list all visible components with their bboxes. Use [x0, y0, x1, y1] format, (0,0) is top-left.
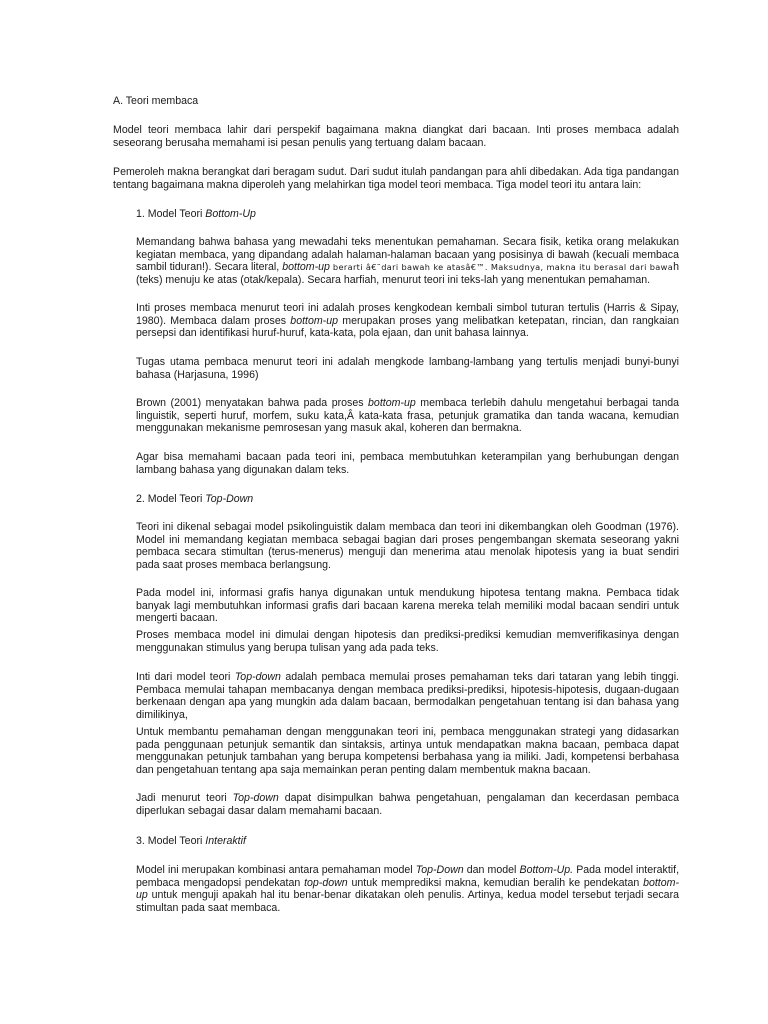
bottom-up-paragraph-1: Memandang bahwa bahasa yang mewadahi teks menentukan pemahaman. Secara fisik, ketika orang melakukan kegiatan membaca, yang dipandang adalah halaman-halaman bacaan yang posisinya di bawah (kecuali membaca sambil tiduran!). Secara literal, bottom-up berarti â€˜dari bawah ke atasâ€™. Maksudnya, makna itu berasal dari bawah (teks) menuju ke atas (otak/kepala). Secara harfiah, menurut teori ini teks-lah yang menentukan pemahaman. [136, 236, 679, 286]
subheading-interaktif: 3. Model Teori Interaktif [136, 835, 246, 847]
bottom-up-paragraph-4: Brown (2001) menyatakan bahwa pada proses bottom-up membaca terlebih dahulu mengetahui berbagai tanda linguistik, seperti huruf, morfem, suku kata,Â kata-kata frasa, petunjuk gramatika dan tanda wacana, kemudian menggunakan mekanisme pemrosesan yang masuk akal, koheren dan bermakna. [136, 397, 679, 435]
bottom-up-paragraph-2: Inti proses membaca menurut teori ini adalah proses kengkodean kembali simbol tuturan tertulis (Harris & Sipay, 1980). Membaca dalam proses bottom-up merupakan proses yang melibatkan ketepatan, rincian, dan rangkaian persepsi dan identifikasi huruf-huruf, kata-kata, pola ejaan, dan unit bahasa lainnya. [136, 302, 679, 340]
interaktif-paragraph-1: Model ini merupakan kombinasi antara pemahaman model Top-Down dan model Bottom-Up. Pada model interaktif, pembaca mengadopsi pendekatan top-down untuk memprediksi makna, kemudian beralih ke pendekatan bottom-up untuk menguji apakah hal itu benar-benar dikatakan oleh penulis. Artinya, kedua model tersebut terjadi secara stimultan pada saat membaca. [136, 864, 680, 914]
intro-paragraph-2: Pemeroleh makna berangkat dari beragam sudut. Dari sudut itulah pandangan para ahli dibedakan. Ada tiga pandangan tentang bagaimana makna diperoleh yang melahirkan tiga model teori membaca. Tiga model teori itu antara lain: [113, 166, 679, 191]
top-down-paragraph-1: Teori ini dikenal sebagai model psikolinguistik dalam membaca dan teori ini dikembangkan oleh Goodman (1976). Model ini memandang kegiatan membaca sebagai bagian dari proses pengembangan skemata seseorang yakni pembaca secara stimultan (terus-menerus) menguji dan menerima atau menolak hipotesis yang ia buat sendiri pada saat proses membaca berlangsung. [136, 521, 679, 571]
top-down-paragraph-5: Untuk membantu pemahaman dengan menggunakan teori ini, pembaca menggunakan strategi yang didasarkan pada penggunaan petunjuk semantik dan sintaksis, artinya untuk mendapatkan makna bacaan, pembaca dapat menggunakan petunjuk tambahan yang berupa kompetensi berbahasa yang ia miliki. Jadi, kompetensi berbahasa dan pengetahuan tentang apa saja memainkan peran penting dalam membentuk makna bacaan. [136, 726, 679, 776]
top-down-paragraph-3: Proses membaca model ini dimulai dengan hipotesis dan prediksi-prediksi kemudian memverifikasinya dengan menggunakan stimulus yang berupa tulisan yang ada pada teks. [136, 629, 679, 654]
subheading-top-down: 2. Model Teori Top-Down [136, 493, 254, 505]
top-down-paragraph-6: Jadi menurut teori Top-down dapat disimpulkan bahwa pengetahuan, pengalaman dan kecerdasan pembaca diperlukan sebagai dasar dalam memahami bacaan. [136, 792, 679, 817]
section-heading [113, 95, 679, 108]
top-down-paragraph-4: Inti dari model teori Top-down adalah pembaca memulai proses pemahaman teks dari tataran yang lebih tinggi. Pembaca memulai tahapan membacanya dengan membaca prediksi-prediksi, hipotesis-hipotesis, dugaan-dugaan berkenaan dengan apa yang mungkin ada dalam bacaan, bermodalkan pengetahuan tentang isi dan bahasa yang dimilikinya, [136, 671, 679, 721]
intro-paragraph-1: Model teori membaca lahir dari perspekif bagaimana makna diangkat dari bacaan. Inti proses membaca adalah seseorang berusaha memahami isi pesan penulis yang tertuang dalam bacaan. [113, 124, 679, 149]
heading-text: A. Teori membaca [113, 95, 199, 107]
subheading-bottom-up: 1. Model Teori Bottom-Up [136, 208, 256, 220]
bottom-up-paragraph-5: Agar bisa memahami bacaan pada teori ini, pembaca membutuhkan keterampilan yang berhubungan dengan lambang bahasa yang digunakan dalam teks. [136, 451, 679, 476]
bottom-up-paragraph-3: Tugas utama pembaca menurut teori ini adalah mengkode lambang-lambang yang tertulis menjadi bunyi-bunyi bahasa (Harjasuna, 1996) [136, 356, 679, 381]
top-down-paragraph-2: Pada model ini, informasi grafis hanya digunakan untuk mendukung hipotesa tentang makna. Pembaca tidak banyak lagi membutuhkan informasi grafis dari bacaan karena mereka telah memiliki modal bacaan sendiri untuk mengerti bacaan. [136, 587, 679, 625]
